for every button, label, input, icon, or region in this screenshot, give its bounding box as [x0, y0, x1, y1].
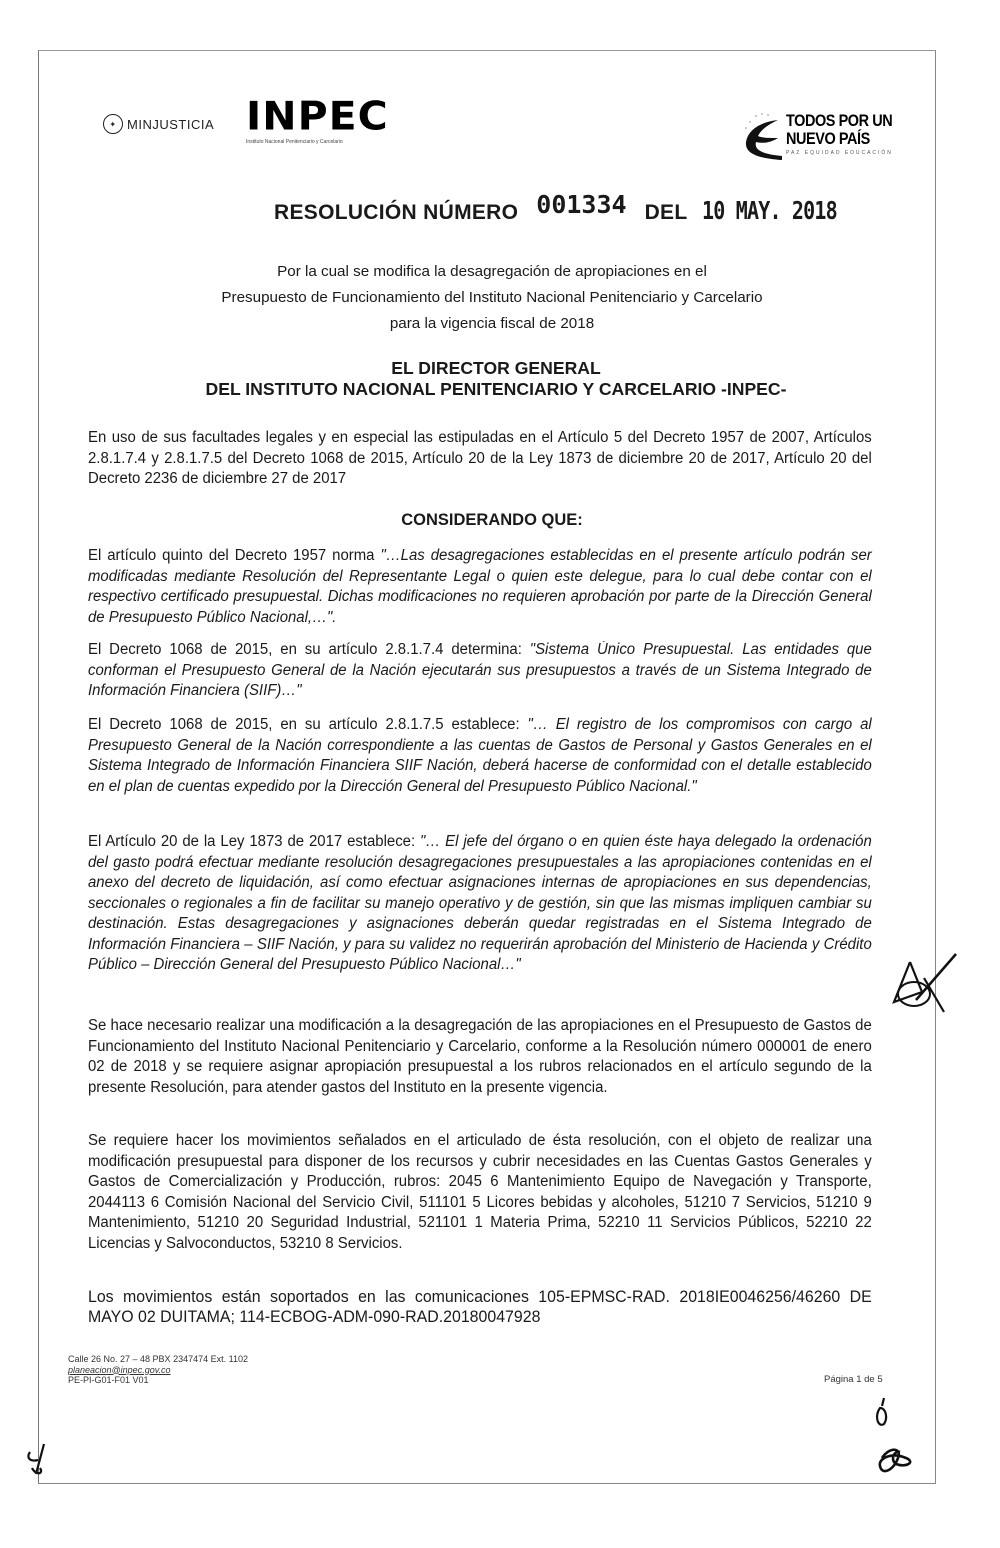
- subject-line-1: Por la cual se modifica la desagregación de apropiaciones en el: [277, 263, 707, 280]
- resolution-date-stamp: 10 MAY. 2018: [701, 196, 837, 225]
- handwritten-margin-mark: [24, 1440, 54, 1480]
- issuer-line-1: EL DIRECTOR GENERAL: [391, 358, 601, 378]
- page-number: Página 1 de 5: [824, 1374, 883, 1385]
- paragraph-quote: "… El registro de los compromisos con cargo al Presupuesto General de la Nación correspondiente a las cuentas de Gastos de Personal y Gastos Generales en el Sistema Integrado de Información Financiera SIIF Nación, deberá hacerse de conformidad con el detalle establecido en el plan de cuentas expedido por la Dirección General del Presupuesto Público Nacional.": [88, 716, 872, 795]
- considerando-paragraph: [88, 1016, 872, 1098]
- considerando-paragraph: [88, 1131, 872, 1254]
- considerando-paragraph: [88, 715, 872, 797]
- considerando-paragraph: [88, 1287, 872, 1327]
- issuer-line-2: DEL INSTITUTO NACIONAL PENITENCIARIO Y CARCELARIO -INPEC-: [205, 379, 787, 399]
- resolution-label: RESOLUCIÓN NÚMERO: [274, 201, 519, 224]
- inpec-logo-word: INPEC: [246, 93, 389, 139]
- inpec-logo-subtitle: Instituto Nacional Penitenciario y Carcelario: [246, 139, 343, 145]
- resolution-del-label: DEL: [644, 201, 688, 224]
- footer-email-link[interactable]: planeacion@inpec.gov.co: [68, 1364, 171, 1375]
- considerando-heading: CONSIDERANDO QUE:: [401, 511, 583, 529]
- todos-por-un-nuevo-pais-logo: [738, 112, 911, 164]
- flag-swoosh-icon: [738, 112, 784, 164]
- considerando-paragraph: [88, 832, 872, 976]
- todos-logo-line2: NUEVO PAÍS: [786, 129, 870, 148]
- preamble: En uso de sus facultades legales y en especial las estipuladas en el Artículo 5 del Decreto 1957 de 2007, Artículos 2.8.1.7.4 y 2.8.1.7.5 del Decreto 1068 de 2015, Artículo 20 de la Ley 1873 de diciembre 20 de 2017, Artículo 20 del Decreto 2236 de diciembre 27 de 2017: [88, 429, 872, 487]
- paragraph-lead: Se requiere hacer los movimientos señalados en el articulado de ésta resolución, con el objeto de realizar una modificación presupuestal para disponer de los recursos y cubrir necesidades en las Cuentas Gastos Generales y Gastos de Comercialización y Producción, rubros: 2045 6 Mantenimiento Equipo de Navegación y Transporte, 2044113 6 Comisión Nacional del Servicio Civil, 511101 5 Licores bebidas y alcoholes, 51210 7 Servicios, 51210 9 Mantenimiento, 51210 20 Seguridad Industrial, 521101 1 Materia Prima, 52210 11 Servicios Públicos, 52210 22 Licencias y Salvoconductos, 53210 8 Servicios.: [88, 1132, 872, 1252]
- paragraph-quote: "… El jefe del órgano o en quien éste haya delegado la ordenación del gasto podrá efectuar mediante resolución desagregaciones presupuestales a las apropiaciones contenidas en el anexo del decreto de liquidación, así como efectuar asignaciones internas de apropiaciones en sus dependencias, seccionales o regionales a fin de facilitar su manejo operativo y de gestión, sin que las mismas impliquen cambiar su destinación. Estas desagregaciones y asignaciones deberán quedar registradas en el Sistema Integrado de Información Financiera – SIIF Nación, y para su validez no requerirán aprobación del Ministerio de Hacienda y Crédito Público – Dirección General del Presupuesto Público Nacional…": [88, 833, 872, 973]
- paragraph-quote: "…Las desagregaciones establecidas en el presente artículo podrán ser modificadas mediante Resolución del Representante Legal o quien este delegue, para lo cual debe contar con el respectivo certificado presupuestal. Dichas modificaciones no requieren aprobación por parte de la Dirección General de Presupuesto Público Nacional,…".: [88, 547, 872, 626]
- paragraph-quote: "Sistema Único Presupuestal. Las entidades que conforman el Presupuesto General de la Nación ejecutarán sus presupuestos a través de un Sistema Integrado de Información Financiera (SIIF)…": [88, 641, 872, 699]
- resolution-title: [274, 190, 870, 225]
- paragraph-lead: El Decreto 1068 de 2015, en su artículo 2.8.1.7.5 establece:: [88, 716, 528, 733]
- todos-logo-tagline: PAZ EQUIDAD EDUCACIÓN: [786, 150, 893, 156]
- inpec-logo: [246, 93, 389, 145]
- footer-address: Calle 26 No. 27 – 48 PBX 2347474 Ext. 1102: [68, 1354, 248, 1364]
- resolution-number-stamp: 001334: [536, 190, 627, 219]
- coat-of-arms-icon: ✦: [103, 114, 123, 134]
- handwritten-initial-mark: [868, 1396, 898, 1430]
- considerando-paragraph: [88, 640, 872, 702]
- paragraph-lead: El Artículo 20 de la Ley 1873 de 2017 establece:: [88, 833, 421, 850]
- resolution-subject: [150, 259, 834, 337]
- subject-line-3: para la vigencia fiscal de 2018: [389, 315, 595, 332]
- paragraph-lead: Se hace necesario realizar una modificación a la desagregación de las apropiaciones en el Presupuesto de Gastos de Funcionamiento del Instituto Nacional Penitenciario y Carcelario, conforme a la Resolución número 000001 de enero 02 de 2018 y se requiere asignar apropiación presupuestal a los rubros relacionados en el artículo segundo de la presente Resolución, para atender gastos del Instituto en la presente vigencia.: [88, 1017, 872, 1096]
- minjusticia-logo: [103, 114, 214, 134]
- paragraph-lead: El Decreto 1068 de 2015, en su artículo 2.8.1.7.4 determina:: [88, 641, 530, 658]
- paragraph-lead: Los movimientos están soportados en las comunicaciones 105-EPMSC-RAD. 2018IE0046256/46260 DE MAYO 02 DUITAMA; 114-ECBOG-ADM-090-RAD.20180047928: [88, 1288, 872, 1326]
- footer-form-code: PE-PI-G01-F01 V01: [68, 1375, 149, 1385]
- subject-line-2: Presupuesto de Funcionamiento del Instituto Nacional Penitenciario y Carcelario: [221, 289, 763, 306]
- handwritten-initials-mark: [886, 950, 966, 1020]
- paragraph-lead: El artículo quinto del Decreto 1957 norma: [88, 547, 381, 564]
- issuer-heading: [120, 358, 872, 400]
- considerando-paragraph: [88, 546, 872, 628]
- page-footer: [68, 1354, 248, 1386]
- todos-logo-line1: TODOS POR UN: [786, 111, 893, 130]
- handwritten-signature-mark: [876, 1442, 918, 1478]
- minjusticia-logo-text: MINJUSTICIA: [127, 116, 215, 132]
